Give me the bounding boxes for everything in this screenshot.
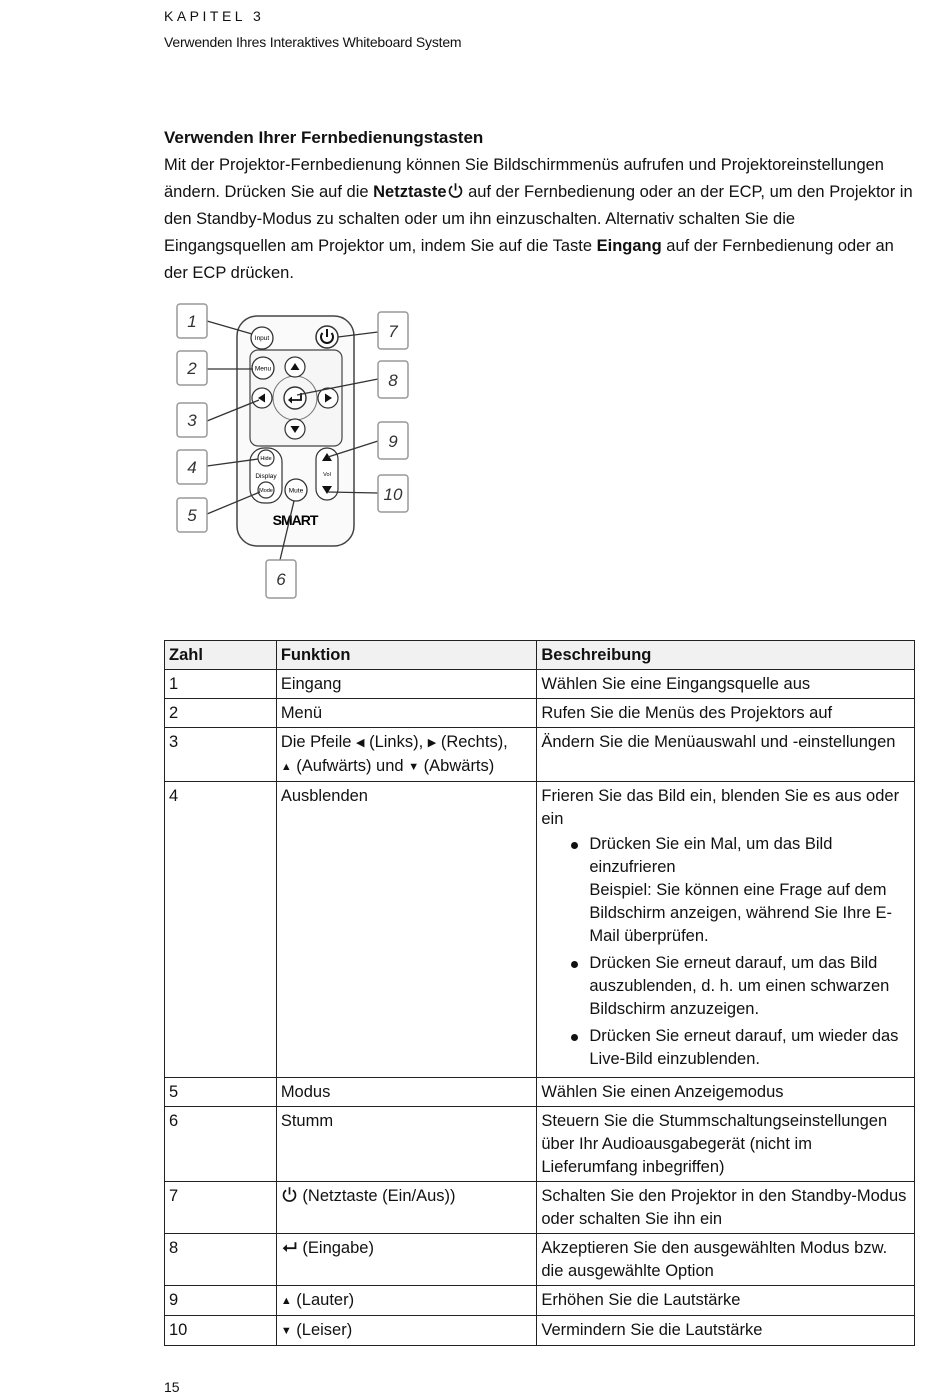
- table-row: 2 Menü Rufen Sie die Menüs des Projektors auf: [165, 699, 915, 728]
- down-triangle-icon: ▼: [408, 761, 420, 773]
- hide-button-label: Hide: [260, 456, 272, 462]
- callout-6: 6: [276, 570, 286, 589]
- brand-logo: SMART: [272, 512, 318, 528]
- remote-control-figure: [170, 298, 420, 603]
- list-item: Drücken Sie ein Mal, um das Bild einzufrieren Beispiel: Sie können eine Frage auf dem Bildschirm anzeigen, während Sie Ihre E-Mail überprüfen.: [589, 833, 910, 948]
- callout-2: 2: [187, 359, 197, 378]
- table-row: 8 (Eingabe) Akzeptieren Sie den ausgewählten Modus bzw. die ausgewählte Option: [165, 1234, 915, 1286]
- table-row: 7 (Netztaste (Ein/Aus)) Schalten Sie den Projektor in den Standby-Modus oder schalten Sie ihn ein: [165, 1182, 915, 1234]
- callout-5: 5: [187, 506, 197, 525]
- table-row: 6 Stumm Steuern Sie die Stummschaltungseinstellungen über Ihr Audioausgabegerät (nicht im Lieferumfang inbegriffen): [165, 1107, 915, 1182]
- menu-button-label: Menu: [254, 365, 272, 373]
- input-button-label: Input: [254, 335, 270, 342]
- up-triangle-icon: ▲: [280, 761, 292, 773]
- up-triangle-icon: ▲: [280, 1295, 292, 1307]
- bullet-list: [541, 833, 910, 1071]
- callout-1: 1: [187, 312, 197, 331]
- right-triangle-icon: ▶: [427, 737, 437, 749]
- header-funktion: Funktion: [276, 641, 537, 670]
- mute-button-label: Mute: [288, 487, 304, 495]
- function-table: [164, 640, 915, 1346]
- list-item: Drücken Sie erneut darauf, um wieder das Live-Bild einzublenden.: [589, 1025, 910, 1071]
- table-header-row: [165, 641, 915, 670]
- header-beschreibung: Beschreibung: [537, 641, 915, 670]
- chapter-subtitle: Verwenden Ihres Interaktives Whiteboard System: [164, 34, 462, 50]
- callout-10: 10: [383, 485, 403, 504]
- table-row: 9 ▲ (Lauter) Erhöhen Sie die Lautstärke: [165, 1286, 915, 1316]
- table-row: 10 ▼ (Leiser) Vermindern Sie die Lautstärke: [165, 1316, 915, 1346]
- callout-8: 8: [388, 371, 398, 390]
- table-row: 3 Die Pfeile ◀ (Links), ▶ (Rechts), ▲ (Aufwärts) und ▼ (Abwärts) Ändern Sie die Menüauswahl und -einstellungen: [165, 728, 915, 782]
- down-triangle-icon: ▼: [280, 1325, 292, 1337]
- enter-button: [284, 387, 306, 409]
- table-row: 4 Ausblenden Frieren Sie das Bild ein, blenden Sie es aus oder ein Drücken Sie ein Mal, um das Bild einzufrieren Beispiel: Sie können eine Frage auf dem Bildschirm anzeigen, während Sie Ihre E-Mail überprüfen. Drücken Sie erneut darauf, um das Bild auszublenden, d. h. um einen schwarzen Bildschirm anzuzeigen. Drücken Sie erneut darauf, um wieder das Live-Bild einzublenden.: [165, 782, 915, 1078]
- callout-3: 3: [187, 411, 197, 430]
- callout-7: 7: [388, 322, 398, 341]
- intro-paragraph: Mit der Projektor-Fernbedienung können Sie Bildschirmmenüs aufrufen und Projektoreinstellungen ändern. Drücken Sie auf die Netztaste auf der Fernbedienung oder an der ECP, um den Projektor in den Standby-Modus zu schalten oder um ihn einzuschalten. Alternativ schalten Sie die Eingangsquellen am Projektor um, indem Sie auf die Taste Eingang auf der Fernbedienung oder an der ECP drücken.: [164, 156, 913, 282]
- power-icon: [281, 1186, 298, 1203]
- left-triangle-icon: ◀: [356, 737, 365, 749]
- table-row: 5 Modus Wählen Sie einen Anzeigemodus: [165, 1078, 915, 1107]
- vol-label: Vol: [323, 472, 331, 478]
- enter-icon: [281, 1238, 298, 1255]
- table-row: 1 Eingang Wählen Sie eine Eingangsquelle aus: [165, 670, 915, 699]
- mode-button-label: Mode: [259, 488, 273, 494]
- section-title: Verwenden Ihrer Fernbedienungstasten: [164, 128, 484, 147]
- display-label: Display: [255, 473, 277, 480]
- page-number: 15: [164, 1379, 180, 1395]
- chapter-label: KAPITEL 3: [164, 8, 265, 24]
- power-icon: [447, 182, 464, 199]
- callout-4: 4: [187, 458, 197, 477]
- header-zahl: Zahl: [165, 641, 277, 670]
- callout-9: 9: [388, 432, 398, 451]
- list-item: Drücken Sie erneut darauf, um das Bild auszublenden, d. h. um einen schwarzen Bildschirm anzuzeigen.: [589, 952, 910, 1021]
